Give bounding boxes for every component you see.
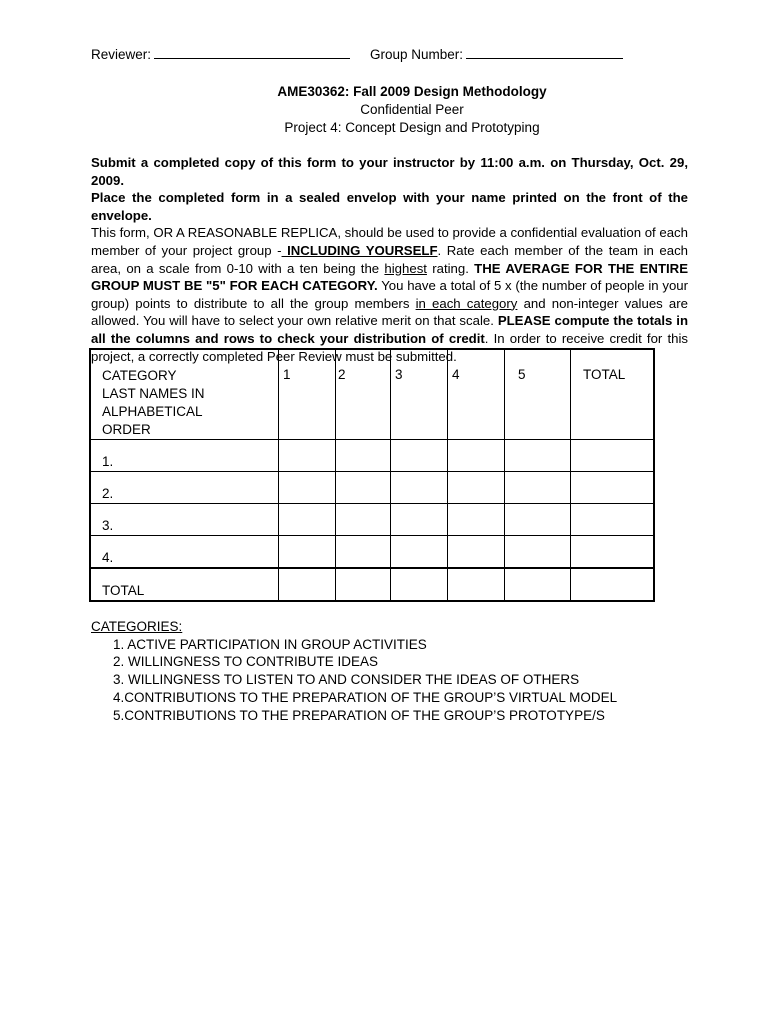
score-cell[interactable] <box>279 440 336 472</box>
header-category: CATEGORY <box>102 368 177 383</box>
list-item: 5.CONTRIBUTIONS TO THE PREPARATION OF THE GROUP’S PROTOTYPE/S <box>113 707 605 723</box>
instr-t3: . Rate each member of the team in each area, on a scale from 0-10 with a ten being the <box>91 242 688 276</box>
title-line-project: Project 4: Concept Design and Prototyping <box>284 120 540 135</box>
score-cell[interactable] <box>391 472 448 504</box>
row-total-cell[interactable] <box>571 504 655 536</box>
column-header-total: TOTAL <box>571 349 655 440</box>
header-fields <box>91 46 464 62</box>
row-label-2[interactable]: 2. <box>90 472 279 504</box>
envelope-text: Place the completed form in a sealed envelop with your name printed on the front of the envelope. <box>91 190 688 223</box>
score-cell[interactable] <box>448 440 505 472</box>
score-cell[interactable] <box>505 504 571 536</box>
score-cell[interactable] <box>336 504 391 536</box>
list-item: 3. WILLINGNESS TO LISTEN TO AND CONSIDER THE IDEAS OF OTHERS <box>113 672 580 688</box>
row-total-cell[interactable] <box>571 472 655 504</box>
header-category-cell <box>90 349 279 440</box>
column-header-5: 5 <box>505 349 571 440</box>
title-line-confidential: Confidential Peer <box>360 102 464 117</box>
instr-including-yourself: INCLUDING YOURSELF <box>281 242 438 258</box>
list-item: 2. WILLINGNESS TO CONTRIBUTE IDEAS <box>113 654 379 670</box>
instr-t7: You have a total of 5 x (the number of people in your group) points to distribute to all the group members <box>91 278 689 311</box>
list-item: 1. ACTIVE PARTICIPATION IN GROUP ACTIVITIES <box>113 636 427 652</box>
table-header-row <box>90 349 654 440</box>
table-row <box>90 536 654 569</box>
total-row <box>90 568 654 601</box>
instr-in-each-category: in each category <box>415 295 518 311</box>
row-label-1[interactable]: 1. <box>90 440 279 472</box>
peer-review-table <box>89 348 655 602</box>
list-item: 4.CONTRIBUTIONS TO THE PREPARATION OF THE GROUP’S VIRTUAL MODEL <box>113 689 618 705</box>
column-total-cell[interactable] <box>505 568 571 601</box>
column-total-cell[interactable] <box>336 568 391 601</box>
total-row-label: TOTAL <box>90 568 279 601</box>
group-number-label: Group Number: <box>370 47 464 62</box>
group-number-blank[interactable] <box>466 46 623 59</box>
row-label-3[interactable]: 3. <box>90 504 279 536</box>
categories-section <box>91 618 617 724</box>
instr-compute-totals: PLEASE compute the totals in all the columns and rows to check your distribution of credit <box>91 313 688 346</box>
column-total-cell[interactable] <box>448 568 505 601</box>
categories-title: CATEGORIES: <box>91 619 183 634</box>
score-cell[interactable] <box>336 440 391 472</box>
title-block <box>0 83 770 137</box>
column-header-3: 3 <box>391 349 448 440</box>
deadline-text: Submit a completed copy of this form to your instructor by 11:00 a.m. on Thursday, Oct. 29, 2009. <box>91 155 688 188</box>
column-total-cell[interactable] <box>391 568 448 601</box>
instr-average-rule: THE AVERAGE FOR THE ENTIRE GROUP MUST BE "5" FOR EACH CATEGORY. <box>91 260 688 294</box>
instr-highest: highest <box>384 260 427 276</box>
score-cell[interactable] <box>391 504 448 536</box>
instructions-body <box>91 224 688 365</box>
table-row <box>90 440 654 472</box>
categories-list <box>91 636 617 725</box>
instr-t5: rating. <box>426 260 475 276</box>
score-cell[interactable] <box>336 536 391 569</box>
course-title: AME30362: Fall 2009 Design Methodology <box>277 84 547 99</box>
instructions <box>91 154 688 365</box>
row-total-cell[interactable] <box>571 536 655 569</box>
score-cell[interactable] <box>279 472 336 504</box>
column-header-4: 4 <box>448 349 505 440</box>
reviewer-label: Reviewer: <box>91 47 152 62</box>
table-row <box>90 504 654 536</box>
reviewer-blank[interactable] <box>154 46 350 59</box>
table-row <box>90 472 654 504</box>
instr-t1: This form, OR A REASONABLE REPLICA, should be used to provide a confidential evaluation of each member of your project group - <box>91 225 688 258</box>
reviewer-field[interactable] <box>91 47 350 62</box>
column-total-cell[interactable] <box>279 568 336 601</box>
score-cell[interactable] <box>279 504 336 536</box>
score-cell[interactable] <box>279 536 336 569</box>
header-names-line2: ALPHABETICAL <box>102 404 203 419</box>
instr-t9: and non-integer values are allowed. You will have to select your own relative merit on that scale. <box>91 295 688 329</box>
row-total-cell[interactable] <box>571 440 655 472</box>
score-cell[interactable] <box>391 536 448 569</box>
header-names-line1: LAST NAMES IN <box>102 386 205 401</box>
score-cell[interactable] <box>448 536 505 569</box>
grand-total-cell[interactable] <box>571 568 655 601</box>
header-names-line3: ORDER <box>102 422 151 437</box>
instr-t11: . In order to receive credit for this project, a correctly completed Peer Review must be submitted. <box>91 330 689 364</box>
score-cell[interactable] <box>448 472 505 504</box>
score-cell[interactable] <box>336 472 391 504</box>
score-cell[interactable] <box>505 536 571 569</box>
row-label-4[interactable]: 4. <box>90 536 279 569</box>
column-header-2: 2 <box>336 349 391 440</box>
score-cell[interactable] <box>391 440 448 472</box>
group-number-field[interactable] <box>370 46 623 62</box>
score-cell[interactable] <box>505 440 571 472</box>
score-cell[interactable] <box>448 504 505 536</box>
column-header-1: 1 <box>279 349 336 440</box>
score-cell[interactable] <box>505 472 571 504</box>
